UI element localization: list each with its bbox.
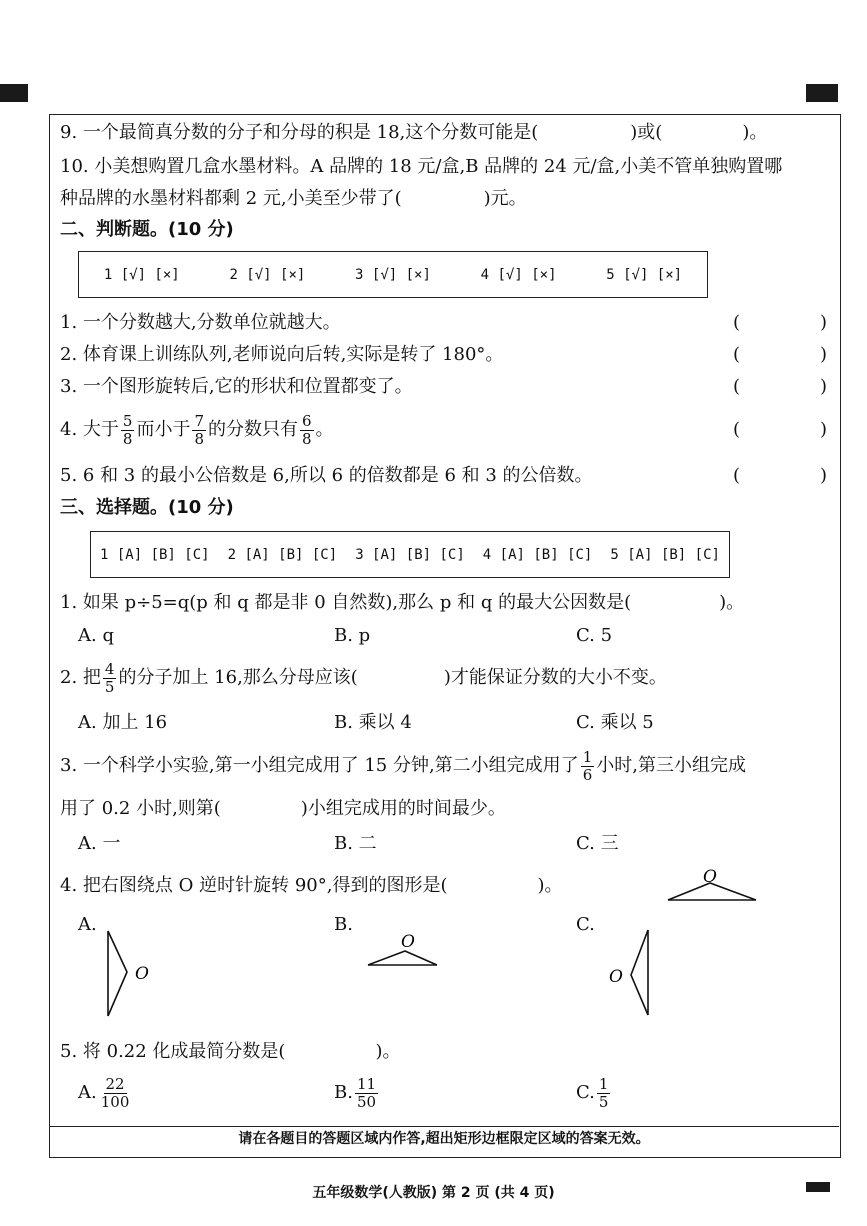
- choice-2-option-c[interactable]: C. 乘以 5: [576, 712, 654, 733]
- fraction-4-5: $\frac{4}{5}$: [104, 659, 115, 696]
- footer-mark-right: [806, 1182, 830, 1192]
- choice-4-end: )。: [537, 875, 563, 896]
- point-o-label: O: [703, 867, 717, 887]
- judge-5-paren-close: ): [820, 465, 828, 486]
- judge-4: [60, 412, 334, 448]
- choice-4-option-a[interactable]: A.: [78, 914, 97, 935]
- choice-4-text: 4. 把右图绕点 O 逆时针旋转 90°,得到的图形是(: [60, 875, 448, 896]
- choice-1-option-a[interactable]: A. q: [78, 625, 114, 646]
- answer-area-note: 请在各题目的答题区域内作答,超出矩形边框限定区域的答案无效。: [238, 1131, 650, 1147]
- choice-5-option-c-label: C.: [576, 1082, 595, 1103]
- judge-5-paren-open: (: [733, 465, 741, 486]
- choice-5-option-b-label: B.: [334, 1082, 353, 1103]
- choice-1-option-c[interactable]: C. 5: [576, 625, 613, 646]
- section-3-title: 三、选择题。(10 分): [60, 497, 234, 518]
- choice-answer-2[interactable]: 2 [A] [B] [C]: [227, 546, 338, 563]
- judge-answer-3[interactable]: 3 [√] [×]: [355, 266, 431, 283]
- judge-answer-5[interactable]: 5 [√] [×]: [606, 266, 683, 283]
- choice-2-option-a[interactable]: A. 加上 16: [78, 712, 168, 733]
- choice-3-option-c[interactable]: C. 三: [576, 833, 619, 854]
- choice-1: [60, 591, 744, 615]
- choice-5: [60, 1040, 400, 1064]
- question-10-line1: 10. 小美想购置几盒水墨材料。A 品牌的 18 元/盒,B 品牌的 24 元/盒,小美不管单独购置哪: [60, 156, 783, 177]
- judge-2: 2. 体育课上训练队列,老师说向后转,实际是转了 180°。: [60, 344, 504, 365]
- figure-b-point-o: O: [401, 932, 415, 952]
- choice-2-pre: 2. 把: [60, 667, 101, 688]
- figure-a-point-o: O: [135, 964, 149, 984]
- choice-4-option-c[interactable]: C.: [576, 914, 595, 935]
- section-2-title: 二、判断题。(10 分): [60, 219, 234, 240]
- fraction-11-50: $\frac{11}{50}$: [356, 1074, 377, 1111]
- choice-3-text-b: 小时,第三小组完成: [596, 755, 746, 776]
- choice-answer-3[interactable]: 3 [A] [B] [C]: [355, 546, 465, 563]
- figure-c-point-o: O: [609, 967, 623, 987]
- choice-1-option-b[interactable]: B. p: [334, 625, 371, 646]
- judge-answer-1[interactable]: 1 [√] [×]: [103, 266, 180, 283]
- question-9-text: 9. 一个最简真分数的分子和分母的积是 18,这个分数可能是(: [60, 122, 539, 143]
- judge-4-mid2: 的分数只有: [208, 419, 298, 440]
- judge-4-paren-open: (: [733, 419, 741, 440]
- choice-5-option-a-label: A.: [78, 1082, 97, 1103]
- question-10-end: )元。: [483, 188, 527, 209]
- choice-4-figure-a[interactable]: [105, 928, 165, 1020]
- choice-answer-box: [90, 531, 730, 578]
- choice-1-text: 1. 如果 p÷5=q(p 和 q 都是非 0 自然数),那么 p 和 q 的最大公因数是(: [60, 592, 632, 613]
- judge-4-end: 。: [315, 419, 334, 440]
- judge-3-paren-open: (: [733, 376, 741, 397]
- fraction-6-8: $\frac{6}{8}$: [302, 411, 312, 448]
- fraction-22-100: $\frac{22}{100}$: [100, 1074, 130, 1111]
- judge-answer-box: [78, 251, 708, 298]
- choice-2: [60, 660, 667, 696]
- choice-5-end: )。: [375, 1041, 401, 1062]
- choice-4: [60, 874, 563, 898]
- choice-3-line2b: )小组完成用的时间最少。: [300, 798, 506, 819]
- question-10-text: 种品牌的水墨材料都剩 2 元,小美至少带了(: [60, 188, 402, 209]
- choice-4-option-b[interactable]: B.: [334, 914, 353, 935]
- corner-mark-left: [0, 84, 28, 102]
- fraction-1-5: $\frac{1}{5}$: [598, 1074, 609, 1111]
- choice-2-end: )才能保证分数的大小不变。: [443, 667, 667, 688]
- judge-answer-4[interactable]: 4 [√] [×]: [480, 266, 557, 283]
- judge-4-mid1: 而小于: [136, 419, 191, 440]
- judge-4-pre: 4. 大于: [60, 419, 119, 440]
- choice-3-line2: [60, 797, 506, 821]
- choice-3-option-b[interactable]: B. 二: [334, 833, 377, 854]
- choice-5-option-b[interactable]: [334, 1075, 380, 1111]
- choice-3-text: 3. 一个科学小实验,第一小组完成用了 15 分钟,第二小组完成用了: [60, 755, 579, 776]
- choice-2-option-b[interactable]: B. 乘以 4: [334, 712, 412, 733]
- footer-divider: [49, 1126, 839, 1127]
- choice-5-text: 5. 将 0.22 化成最简分数是(: [60, 1041, 286, 1062]
- judge-1-paren-close: ): [820, 312, 828, 333]
- judge-2-paren-close: ): [820, 344, 828, 365]
- choice-4-reference-figure: [665, 866, 760, 904]
- fraction-7-8: $\frac{7}{8}$: [194, 411, 204, 448]
- judge-3: 3. 一个图形旋转后,它的形状和位置都变了。: [60, 376, 413, 397]
- choice-answer-1[interactable]: 1 [A] [B] [C]: [100, 546, 210, 563]
- judge-answer-2[interactable]: 2 [√] [×]: [229, 266, 306, 283]
- choice-4-figure-c[interactable]: [606, 927, 652, 1019]
- choice-answer-5[interactable]: 5 [A] [B] [C]: [610, 546, 720, 563]
- judge-5: 5. 6 和 3 的最小公倍数是 6,所以 6 的倍数都是 6 和 3 的公倍数。: [60, 465, 593, 486]
- choice-5-option-c[interactable]: [576, 1075, 612, 1111]
- question-9: [60, 121, 767, 145]
- page-footer: 五年级数学(人教版) 第 2 页 (共 4 页): [312, 1185, 555, 1201]
- corner-mark-right: [806, 84, 838, 102]
- judge-3-paren-close: ): [820, 376, 828, 397]
- question-9-end: )。: [742, 122, 768, 143]
- choice-answer-4[interactable]: 4 [A] [B] [C]: [482, 546, 593, 563]
- choice-5-option-a[interactable]: [78, 1075, 133, 1111]
- choice-3-line2a: 用了 0.2 小时,则第(: [60, 798, 221, 819]
- judge-1-paren-open: (: [733, 312, 741, 333]
- fraction-1-6: $\frac{1}{6}$: [582, 747, 593, 784]
- choice-2-mid: 的分子加上 16,那么分母应该(: [118, 667, 358, 688]
- choice-4-figure-b[interactable]: [365, 930, 440, 968]
- choice-3-option-a[interactable]: A. 一: [78, 833, 121, 854]
- fraction-5-8: $\frac{5}{8}$: [122, 411, 133, 448]
- question-9-mid: )或(: [630, 122, 663, 143]
- judge-1: 1. 一个分数越大,分数单位就越大。: [60, 312, 341, 333]
- question-10-line2: [60, 187, 527, 211]
- choice-3-line1: [60, 748, 746, 784]
- judge-2-paren-open: (: [733, 344, 741, 365]
- choice-1-end: )。: [719, 592, 745, 613]
- judge-4-paren-close: ): [820, 419, 828, 440]
